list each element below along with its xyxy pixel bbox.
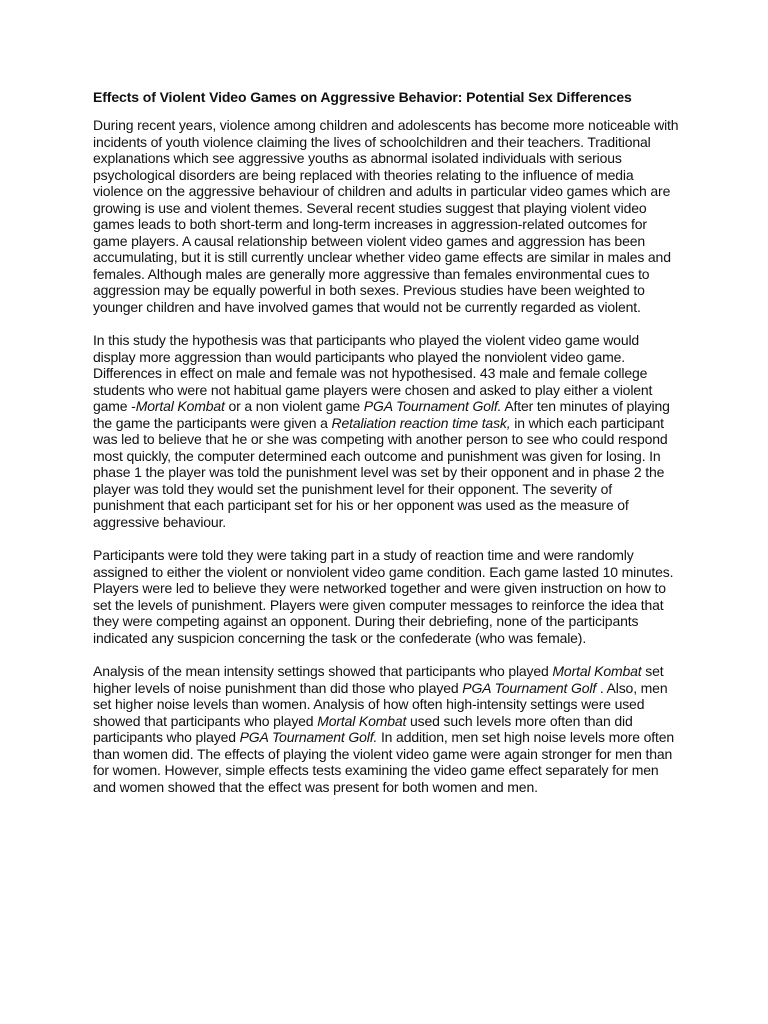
italic-text-run: Mortal Kombat <box>135 398 225 414</box>
italic-text-run: PGA Tournament Golf <box>462 679 597 696</box>
text-run: set higher levels of noise punishment than did those who played <box>93 663 664 696</box>
text-run: Participants were told they were taking part in a study of reaction time and were randomly assigned to either the violent or nonviolent video game condition. Each game lasted 10 minutes. Players were led to believe they were networked together and were given instruction on how to set the levels of punishment. Players were given computer messages to reinforce the idea that they were competing against an opponent. During their debriefing, none of the participants indicated any suspicion concerning the task or the confederate (who was female). <box>93 547 674 646</box>
document-title: Effects of Violent Video Games on Aggressive Behavior: Potential Sex Differences <box>93 89 632 105</box>
text-run: In addition, men set high noise levels more often than women did. The effects of playing the violent video game were again stronger for men than for women. However, simple effects tests examining the video game effect separately for men and women showed that the effect was present for both women and men. <box>93 729 674 795</box>
text-run: . Also, men set higher noise levels than women. Analysis of how often high-intensity settings were used showed that participants who played <box>93 679 668 729</box>
italic-text-run: PGA Tournament Golf. <box>363 398 502 414</box>
text-run: In this study the hypothesis was that participants who played the violent video game would display more aggression than would participants who played the nonviolent video game. Differences in effect on male and female was not hypothesised. 43 male and female college students who were not habitual game players were chosen and asked to play either a violent game - <box>93 332 653 414</box>
text-run: Analysis of the mean intensity settings showed that participants who played <box>93 663 553 679</box>
text-run: or a non violent game <box>224 398 364 414</box>
text-run: After ten minutes of playing the game the participants were given a <box>93 398 670 431</box>
text-run: During recent years, violence among children and adolescents has become more noticeable with incidents of youth violence claiming the lives of schoolchildren and their teachers. Traditional explanations which see aggressive youths as abnormal isolated individuals with serious psychological disorders are being replaced with theories relating to the influence of media violence on the aggressive behaviour of children and adults in particular video games which are growing is use and violent themes. Several recent studies suggest that playing violent video games leads to both short-term and long-term increases in aggression-related outcomes for game players. A causal relationship between violent video games and aggression has been accumulating, but it is still currently unclear whether video game effects are similar in males and females. Although males are generally more aggressive than females environmental cues to aggression may be equally powerful in both sexes. Previous studies have been weighted to younger children and have involved games that would not be currently regarded as violent. <box>93 117 679 315</box>
italic-text-run: Mortal Kombat <box>317 712 407 729</box>
document-page <box>93 88 683 812</box>
text-run: used such levels more often than did participants who played <box>93 712 633 745</box>
text-run: in which each participant was led to believe that he or she was competing with another person to see who could respond most quickly, the computer determined each outcome and punishment was given for losing. In phase 1 the player was told the punishment level was set by their opponent and in phase 2 the player was told they would set the punishment level for their opponent. The severity of punishment that each participant set for his or her opponent was used as the measure of aggressive behaviour. <box>93 414 668 530</box>
paragraph-results <box>93 663 683 795</box>
italic-text-run: Retaliation reaction time task, <box>331 414 511 431</box>
paragraph-procedure <box>93 547 683 646</box>
paragraph-hypothesis-method <box>93 332 683 530</box>
paragraph-introduction <box>93 117 683 315</box>
italic-text-run: PGA Tournament Golf. <box>239 729 378 745</box>
italic-text-run: Mortal Kombat <box>552 663 642 679</box>
